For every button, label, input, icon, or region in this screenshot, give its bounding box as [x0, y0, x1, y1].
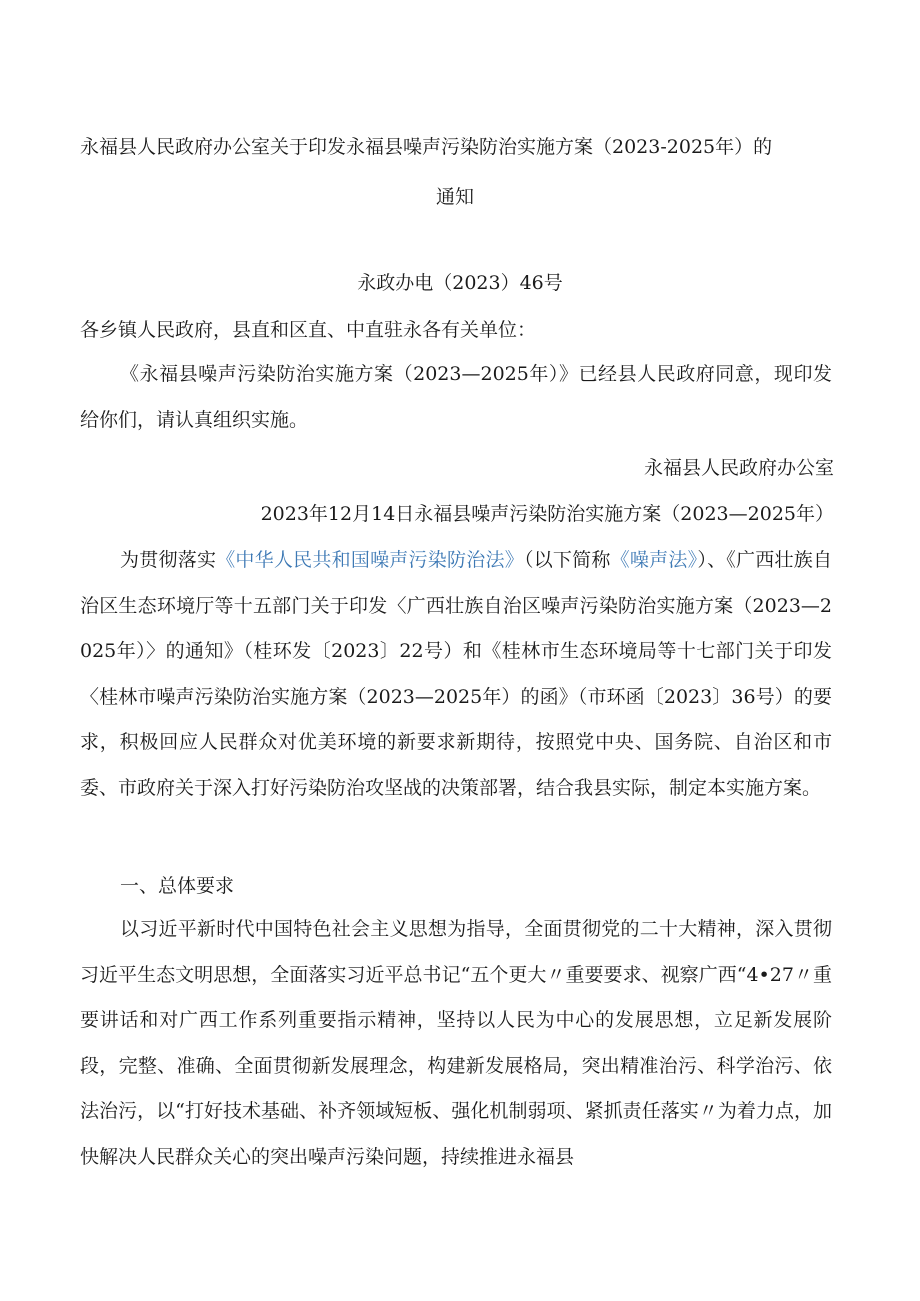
- document-title-line-2: 通知: [435, 186, 474, 208]
- addressee: 各乡镇人民政府，县直和区直、中直驻永各有关单位：: [80, 319, 537, 341]
- intro-text-3: ）、《广西壮族自治区生态环境厅等十五部门关于印发〈广西壮族自治区噪声污染防治实施方案（2023—2025年）〉的通知》（桂环发〔2023〕22号）和《桂林市生态环境局等十七部门关于印发〈桂林市噪声污染防治实施方案（2023—2025年）的函》（市环函〔2023〕36号）的要求，积极回应人民群众对优美环境的新要求新期待，按照党中央、国务院、自治区和市委、市政府关于深入打好污染防治攻坚战的决策部署，结合我县实际，制定本实施方案。: [80, 549, 832, 799]
- issuer: 永福县人民政府办公室: [643, 457, 834, 479]
- section1-paragraph: 以习近平新时代中国特色社会主义思想为指导，全面贯彻党的二十大精神，深入贯彻习近平生态文明思想，全面落实习近平总书记“五个更大〃重要要求、视察广西“4•27〃重要讲话和对广西工作系列重要指示精神，坚持以人民为中心的发展思想，立足新发展阶段，完整、准确、全面贯彻新发展理念，构建新发展格局，突出精准治污、科学治污、依法治污，以“打好技术基础、补齐领域短板、强化机制弱项、紧抓责任落实〃为着力点，加快解决人民群众关心的突出噪声污染问题，持续推进永福县: [80, 918, 832, 1168]
- notice-body: 《永福县噪声污染防治实施方案（2023—2025年）》已经县人民政府同意，现印发给你们，请认真组织实施。: [80, 363, 832, 431]
- document-title-line-1: 永福县人民政府办公室关于印发永福县噪声污染防治实施方案（2023-2025年）的: [80, 136, 773, 158]
- intro-paragraph: [80, 538, 832, 811]
- intro-text-1: 为贯彻落实: [120, 549, 217, 571]
- law-link-noise-prevention-act[interactable]: 《中华人民共和国噪声污染防治法》: [216, 549, 524, 571]
- intro-text-2: （以下简称: [523, 549, 611, 571]
- section-heading-general-requirements: 一、总体要求: [120, 875, 235, 897]
- document-number: 永政办电（2023）46号: [357, 272, 563, 294]
- law-link-noise-act-short[interactable]: 《噪声法》: [610, 549, 698, 571]
- date-and-plan-title: 2023年12月14日永福县噪声污染防治实施方案（2023—2025年）: [260, 503, 834, 525]
